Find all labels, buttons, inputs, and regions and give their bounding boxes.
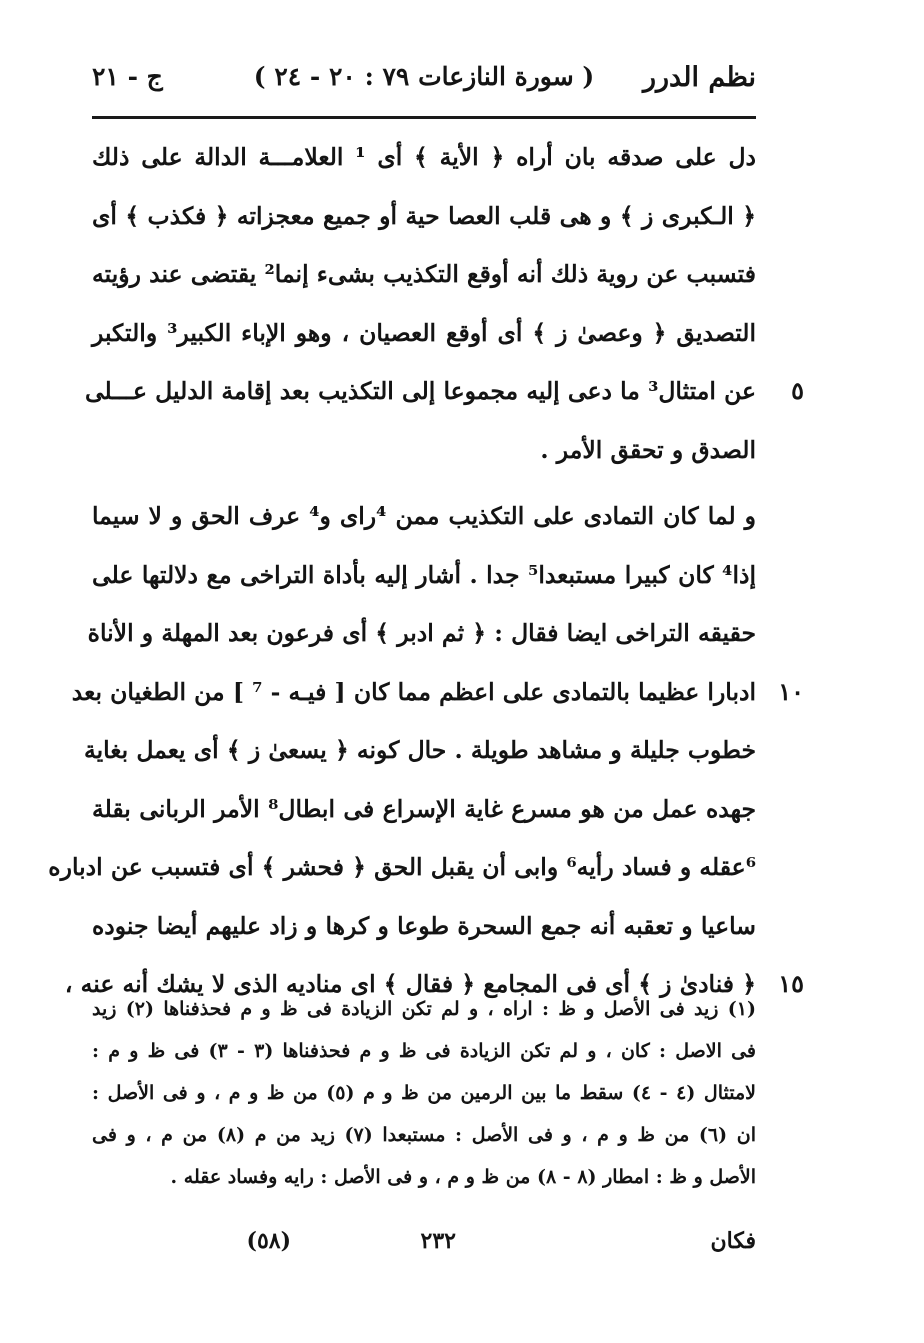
volume-number: ج - ٢١: [92, 62, 163, 91]
text-line: [48, 838, 756, 897]
text-line: [92, 780, 756, 839]
text-line: [92, 304, 756, 363]
line-number: ٥: [791, 376, 804, 405]
text-line: [92, 187, 756, 246]
text-line: [71, 663, 804, 722]
footnotes: [92, 988, 756, 1198]
line-text: خطوب جليلة و مشاهد طويلة . حال كونه ﴿ يسعىٰ ز ﴾ أى يعمل بغاية: [83, 736, 756, 764]
line-text: الصدق و تحقق الأمر .: [540, 435, 756, 464]
footnote-line: لامتثال (٤ - ٤) سقط ما بين الرمين من ظ و م (٥) من ظ و م ، و فى الأصل :: [92, 1082, 756, 1104]
line-text: إذا⁴ كان كبيرا مستبعدا⁵ جدا . أشار إليه بأداة التراخى مع دلالتها على: [92, 560, 756, 589]
text-line: [92, 128, 756, 187]
footnote-line: فى الاصل : كان ، و لم تكن الزيادة فى ظ و م فحذفناها (٣ - ٣) فى ظ و م :: [92, 1040, 756, 1062]
text-line: [92, 245, 756, 304]
signature-mark: (٥٨): [246, 1228, 291, 1254]
page-number: ٢٣٢: [420, 1228, 456, 1254]
footnote-line: (١) زيد فى الأصل و ظ : اراه ، و لم تكن الزيادة فى ظ و م فحذفناها (٢) زيد: [92, 998, 756, 1020]
footnote-line: الأصل و ظ : امطار (٨ - ٨) من ظ و م ، و فى الأصل : رايه وفساد عقله .: [170, 1166, 756, 1188]
line-text: ساعيا و تعقبه أنه جمع السحرة طوعا و كرها و زاد عليهم أيضا جنوده: [92, 911, 756, 940]
line-number: ١٠: [778, 676, 804, 706]
page-footer: [92, 1228, 756, 1268]
line-text: ﴿ الـكبرى ز ﴾ و هى قلب العصا حية أو جميع معجزاته ﴿ فكذب ﴾ أى: [92, 201, 756, 230]
main-text: [48, 128, 804, 1014]
line-text: التصديق ﴿ وعصىٰ ز ﴾ أى أوقع العصيان ، وهو الإباء الكبير³ والتكبر: [92, 318, 756, 347]
line-text: جهده عمل من هو مسرع غاية الإسراع فى ابطال⁸ الأمر الربانى بقلة: [92, 794, 756, 823]
line-number: ١٥: [778, 969, 804, 998]
text-line: [92, 487, 756, 546]
book-title: نظم الدرر: [642, 62, 756, 93]
line-text: حقيقه التراخى ايضا فقال : ﴿ ثم ادبر ﴾ أى فرعون بعد المهلة و الأناة: [87, 619, 756, 647]
text-line: [92, 421, 756, 480]
footnote-line: ان (٦) من ظ و م ، و فى الأصل : مستبعدا (٧) زيد من م (٨) من م ، و فى: [92, 1124, 756, 1146]
text-line: [92, 546, 756, 605]
text-line: [84, 362, 804, 421]
surah-reference: ( سورة النازعات ٧٩ : ٢٠ - ٢٤ ): [253, 62, 595, 91]
text-line: [92, 897, 756, 956]
line-text: دل على صدقه بان أراه ﴿ الأية ﴾ أى ¹ العلامـــة الدالة على ذلك: [92, 143, 756, 171]
line-text: ادبارا عظيما بالتمادى على اعظم مما كان [ فيـه - ⁷ ] من الطغيان بعد: [71, 677, 756, 706]
text-line: [83, 721, 756, 780]
text-line: [87, 604, 756, 663]
line-text: فتسبب عن روية ذلك أنه أوقع التكذيب بشىء إنما² يقتضى عند رؤيته: [92, 260, 757, 288]
line-text: ﴿ فنادىٰ ز ﴾ أى فى المجامع ﴿ فقال ﴾ اى مناديه الذى لا يشك أنه عنه ،: [64, 970, 756, 998]
header-rule: [92, 116, 756, 119]
line-text: عن امتثال³ ما دعى إليه مجموعا إلى التكذيب بعد إقامة الدليل عـــلى: [84, 377, 756, 405]
running-header: [92, 62, 756, 108]
line-text: و لما كان التمادى على التكذيب ممن ⁴راى و⁴ عرف الحق و لا سيما: [92, 502, 756, 530]
catchword: فكان: [710, 1228, 756, 1254]
line-text: ⁶عقله و فساد رأيه⁶ وابى أن يقبل الحق ﴿ فحشر ﴾ أى فتسبب عن ادباره: [48, 853, 756, 881]
